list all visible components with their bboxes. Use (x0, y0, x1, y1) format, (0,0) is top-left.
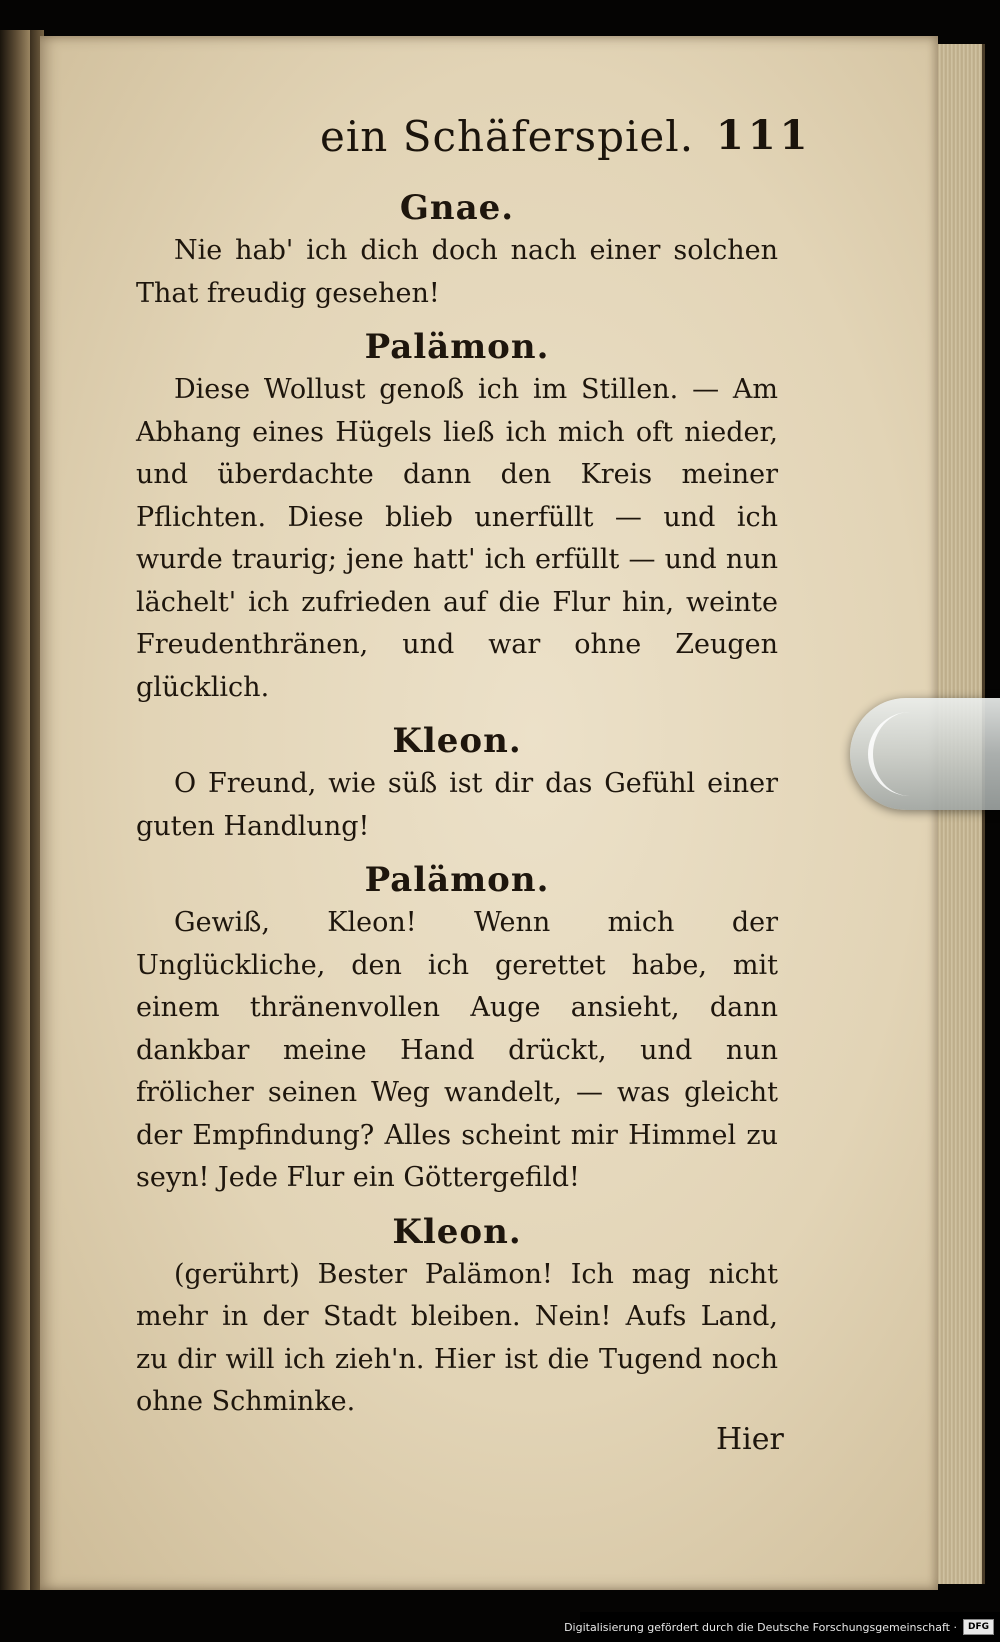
speaker-name: Kleon. (392, 1211, 522, 1252)
running-title: ein Schäferspiel. (320, 112, 695, 161)
speech-text: Nie hab' ich dich doch nach einer solchen That freudig gesehen! (136, 235, 778, 309)
speaker-name: Gnae. (399, 188, 515, 228)
speech-text: Diese Wollust genoß ich im Stillen. — Am Abhang eines Hügels ließ ich mich oft nieder, und überdachte dann den Kreis meiner Pflichten. Diese blieb unerfüllt — und ich wurde traurig; jene hatt' ich erfüllt — und nun lächelt' ich zufrieden auf die Flur hin, weinte Freudenthränen, und war ohne Zeugen glücklich. (136, 374, 778, 703)
speaker-name: Kleon. (392, 721, 522, 761)
catchword: Hier (716, 1422, 784, 1457)
page-number: 111 (716, 112, 812, 159)
play-text-block (136, 188, 778, 1424)
credit-text: Digitalisierung gefördert durch die Deutsche Forschungsgemeinschaft · (564, 1620, 957, 1634)
glass-page-weight (850, 698, 1000, 810)
speaker-name: Palämon. (364, 860, 550, 900)
page-stack-edge (936, 44, 985, 1584)
speaker-name: Palämon. (364, 327, 550, 367)
speech-text: O Freund, wie süß ist dir das Gefühl einer guten Handlung! (136, 768, 778, 842)
digitization-credit-bar (564, 1612, 1000, 1642)
speech-text: Gewiß, Kleon! Wenn mich der Unglückliche, den ich gerettet habe, mit einem thränenvollen Auge ansieht, dann dankbar meine Hand drückt, und nun frölicher seinen Weg wandelt, — was gleicht der Empfindung? Alles scheint mir Himmel zu seyn! Jede Flur ein Göttergefild! (136, 907, 778, 1193)
speech-text: (gerührt) Bester Palämon! Ich mag nicht mehr in der Stadt bleiben. Nein! Aufs Land, zu dir will ich zieh'n. Hier ist die Tugend noch ohne Schminke. (136, 1258, 778, 1417)
dfg-logo-icon: DFG (963, 1619, 994, 1635)
